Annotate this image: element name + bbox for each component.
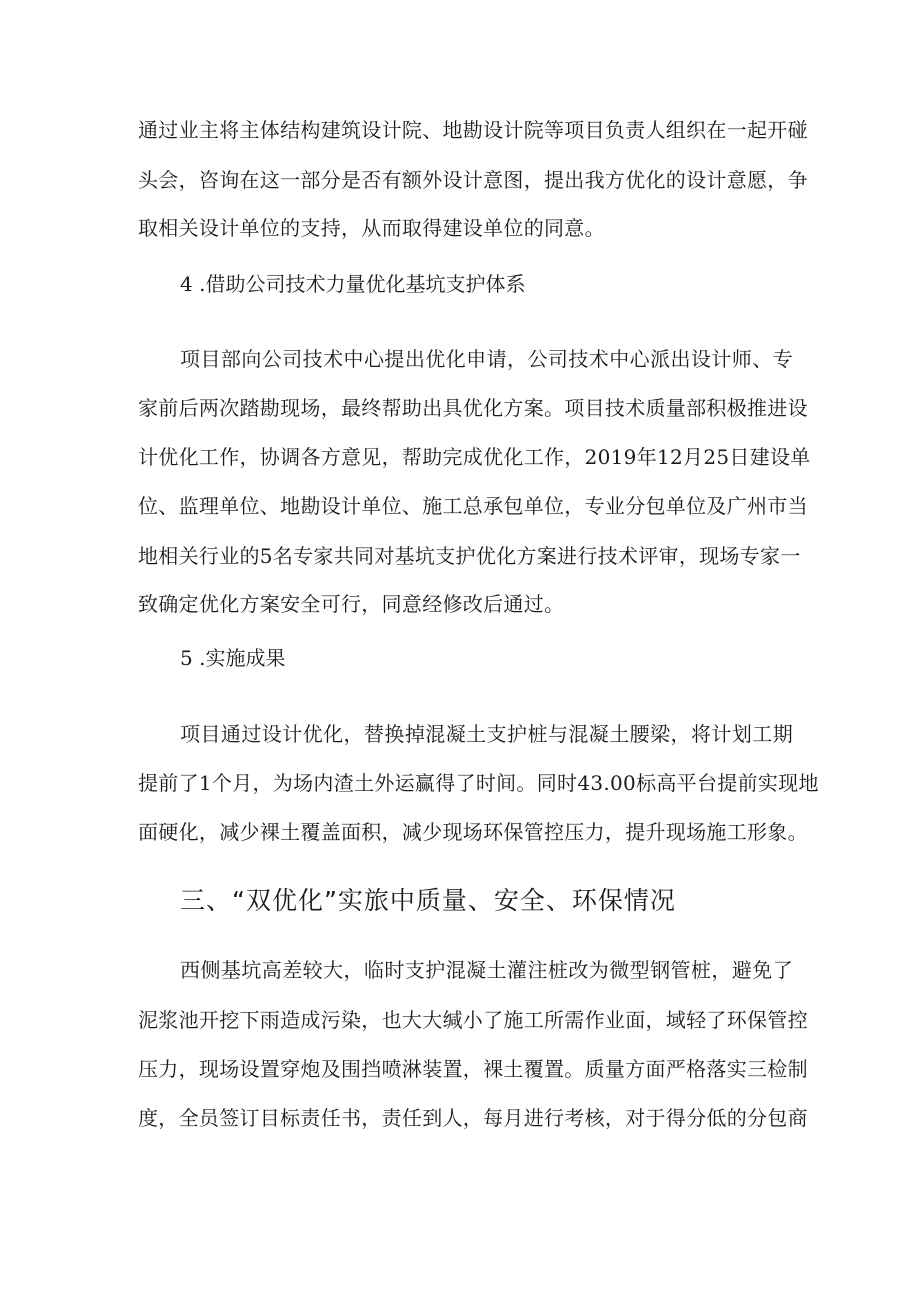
heading-4: 4 .借助公司技术力量优化基坑支护体系 — [180, 272, 526, 296]
paragraph-4-line-1: 西侧基坑高差较大，临时支护混凝土灌注桩改为微型钢管桩，避免了 — [180, 958, 793, 982]
paragraph-2-line-2: 家前后两次踏勘现场，最终帮助出具优化方案。项目技术质量部积极推进设 — [138, 396, 808, 420]
paragraph-3-line-3: 面硬化，减少裸土覆盖面积，减少现场环保管控压力，提升现场施工形象。 — [138, 820, 808, 844]
paragraph-3-line-1: 项目通过设计优化，替换掉混凝土支护桩与混凝土腰梁，将计划工期 — [180, 722, 793, 746]
heading-5: 5 .实施成果 — [180, 646, 286, 670]
paragraph-1-line-3: 取相关设计单位的支持，从而取得建设单位的同意。 — [138, 216, 605, 240]
paragraph-2-line-1: 项目部向公司技术中心提出优化申请，公司技术中心派出设计师、专 — [180, 347, 793, 371]
paragraph-4-line-2: 泥浆池开挖下雨造成污染，也大大缄小了施工所需作业面，域轻了环保管控 — [138, 1008, 808, 1032]
paragraph-2-line-3: 计优化工作，协调各方意见，帮助完成优化工作，2019年12月25日建设单 — [138, 445, 811, 469]
paragraph-2-line-4: 位、监理单位、地勘设计单位、施工总承包单位，专业分包单位及广州市当 — [138, 494, 808, 518]
paragraph-2-line-6: 致确定优化方案安全可行，同意经修改后通过。 — [138, 592, 565, 616]
paragraph-1-line-1: 通过业主将主体结构建筑设计院、地勘设计院等项目负责人组织在一起开碰 — [138, 118, 808, 142]
paragraph-1-line-2: 头会，咨询在这一部分是否有额外设计意图，提出我方优化的设计意愿，争 — [138, 168, 808, 192]
paragraph-4-line-3: 压力，现场设置穿炮及围挡喷淋装置，裸土覆置。质量方面严格落实三检制 — [138, 1057, 808, 1081]
paragraph-3-line-2: 提前了1个月，为场内渣土外运赢得了时间。同时43.00标高平台提前实现地 — [138, 771, 819, 795]
section-title: 三、“双优化”实旅中质量、安全、环保情况 — [180, 886, 676, 915]
paragraph-4-line-4: 度，全员签订目标责任书，责任到人，每月进行考核，对于得分低的分包商 — [138, 1106, 808, 1130]
paragraph-2-line-5: 地相关行业的5名专家共同对基坑支护优化方案进行技术评审，现场专家一 — [138, 544, 801, 568]
